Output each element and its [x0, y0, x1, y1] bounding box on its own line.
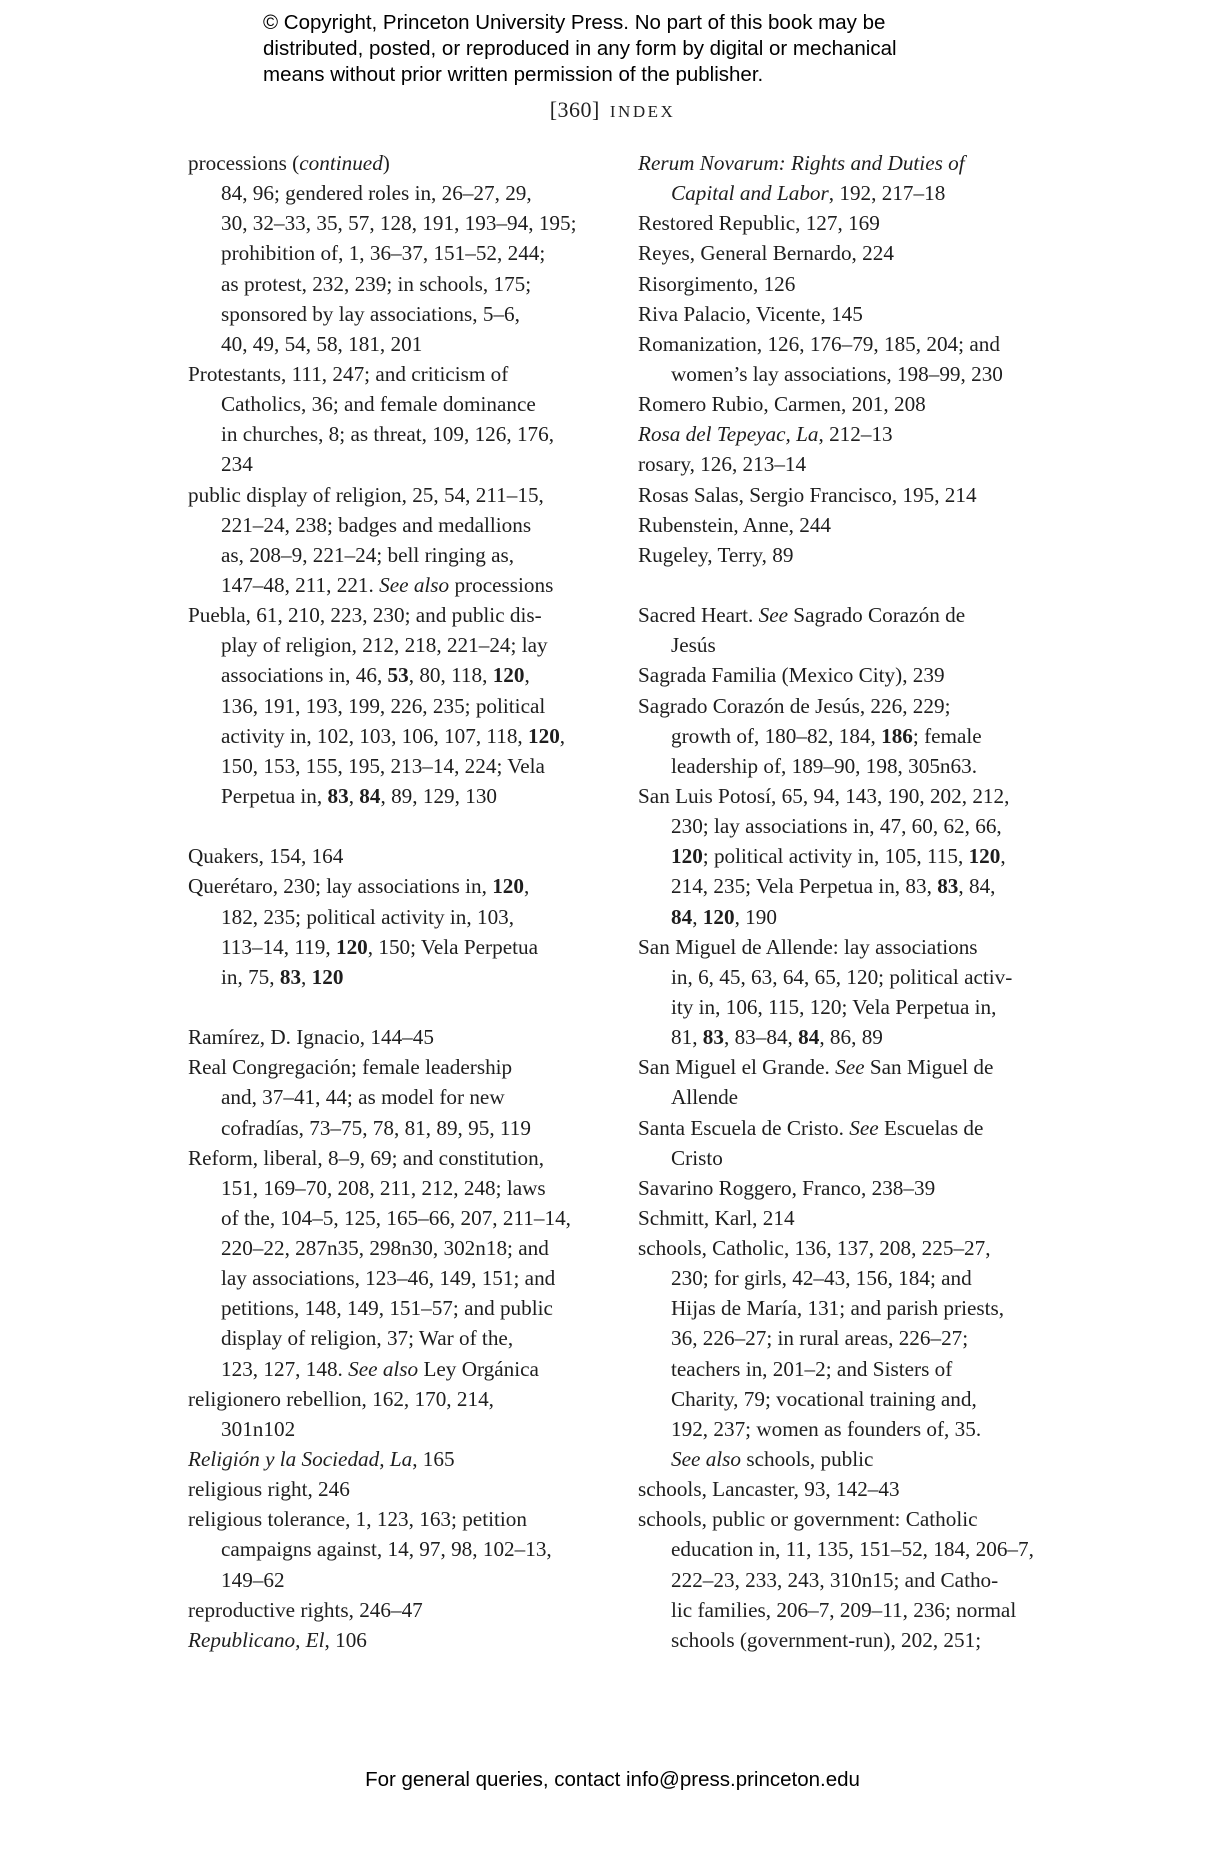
index-text-run: , 165: [412, 1447, 455, 1472]
index-line-continuation: [188, 419, 608, 449]
index-text-run: Allende: [671, 1085, 739, 1110]
index-text-run: See also: [348, 1356, 419, 1381]
index-line-continuation: [188, 1203, 608, 1233]
index-line-continuation: [188, 1293, 608, 1323]
index-text-run: schools (government-run), 202, 251;: [671, 1627, 982, 1652]
index-text-run: Real Congregación; female leadership: [188, 1055, 513, 1080]
index-text-run: San Luis Potosí, 65, 94, 143, 190, 202, 212,: [638, 783, 1010, 808]
index-line-continuation: [188, 510, 608, 540]
index-entry: [638, 1474, 1058, 1504]
index-column-left: [188, 148, 608, 1655]
index-entry: [188, 1143, 608, 1173]
index-text-run: Charity, 79; vocational training and,: [671, 1386, 977, 1411]
index-line-continuation: [638, 1323, 1058, 1353]
index-text-run: Quakers, 154, 164: [188, 844, 344, 869]
index-text-run: play of religion, 212, 218, 221–24; lay: [221, 633, 548, 658]
footer-contact: For general queries, contact info@press.princeton.edu: [365, 1768, 860, 1791]
index-entry: [638, 1052, 1058, 1082]
index-text-run: Religión y la Sociedad, La: [188, 1447, 413, 1472]
index-text-run: 40, 49, 54, 58, 181, 201: [221, 331, 423, 356]
index-text-run: 30, 32–33, 35, 57, 128, 191, 193–94, 195;: [221, 211, 577, 236]
index-text-run: San Miguel de: [864, 1055, 994, 1080]
index-line-continuation: [638, 359, 1058, 389]
index-text-run: ): [382, 151, 390, 175]
index-entry: [188, 1384, 608, 1414]
index-text-run: as, 208–9, 221–24; bell ringing as,: [221, 542, 515, 567]
index-line-continuation: [188, 1414, 608, 1444]
index-entry: [188, 1052, 608, 1082]
index-text-run: See also: [671, 1447, 742, 1472]
index-line-continuation: [638, 1082, 1058, 1112]
index-entry: [638, 269, 1058, 299]
index-text-run: 83: [327, 783, 349, 808]
index-entry: [188, 1444, 608, 1474]
index-text-run: ,: [523, 874, 530, 899]
index-text-run: Riva Palacio, Vicente, 145: [638, 301, 863, 326]
index-text-run: 84: [671, 904, 693, 929]
index-line-continuation: [188, 932, 608, 962]
section-title: INDEX: [609, 102, 676, 121]
index-line-continuation: [638, 751, 1058, 781]
index-text-run: continued: [299, 151, 383, 175]
copyright-line: © Copyright, Princeton University Press. No part of this book may be: [263, 11, 886, 34]
index-text-run: public display of religion, 25, 54, 211–15,: [188, 482, 544, 507]
index-text-run: San Miguel de Allende: lay associations: [638, 934, 978, 959]
index-text-run: 81,: [671, 1025, 703, 1050]
index-text-run: Capital and Labor: [671, 181, 829, 206]
index-text-run: schools, Catholic, 136, 137, 208, 225–27,: [638, 1236, 991, 1261]
index-text-run: 150, 153, 155, 195, 213–14, 224; Vela: [221, 753, 545, 778]
index-text-run: 120: [492, 663, 525, 688]
index-text-run: 149–62: [221, 1567, 285, 1592]
index-line-continuation: [638, 1444, 1058, 1474]
index-text-run: Republicano, El: [188, 1627, 325, 1652]
index-text-run: 120: [492, 874, 524, 899]
index-text-run: Sagrada Familia (Mexico City), 239: [638, 663, 945, 688]
index-entry: [638, 691, 1058, 721]
index-entry: [188, 1474, 608, 1504]
index-text-run: 186: [881, 723, 913, 748]
index-text-run: Sagrado Corazón de: [788, 603, 966, 628]
index-line-continuation: [188, 1113, 608, 1143]
index-line-continuation: [188, 329, 608, 359]
index-text-run: 136, 191, 193, 199, 226, 235; political: [221, 693, 546, 718]
index-line-continuation: [188, 691, 608, 721]
index-line-continuation: [188, 540, 608, 570]
index-text-run: ,: [301, 964, 312, 989]
index-text-run: prohibition of, 1, 36–37, 151–52, 244;: [221, 241, 546, 266]
index-text-run: , 192, 217–18: [828, 181, 946, 206]
index-text-run: Reyes, General Bernardo, 224: [638, 241, 894, 266]
copyright-line: means without prior written permission of the publisher.: [263, 63, 764, 86]
copyright-line: distributed, posted, or reproduced in any form by digital or mechanical: [263, 37, 897, 60]
index-text-run: Santa Escuela de Cristo.: [638, 1115, 850, 1140]
index-text-run: lay associations, 123–46, 149, 151; and: [221, 1266, 556, 1291]
index-entry: [638, 510, 1058, 540]
index-text-run: 221–24, 238; badges and medallions: [221, 512, 532, 537]
index-line-continuation: [188, 751, 608, 781]
index-text-run: sponsored by lay associations, 5–6,: [221, 301, 520, 326]
index-text-run: Restored Republic, 127, 169: [638, 211, 880, 236]
index-line-continuation: [638, 1414, 1058, 1444]
index-text-run: religious tolerance, 1, 123, 163; petition: [188, 1507, 527, 1532]
index-text-run: 120: [528, 723, 560, 748]
index-text-run: 120: [335, 934, 368, 959]
index-text-run: schools, public: [741, 1447, 874, 1472]
index-text-run: 84: [798, 1025, 820, 1050]
index-line-continuation: [638, 178, 1058, 208]
index-text-run: in, 6, 45, 63, 64, 65, 120; political activ-: [671, 964, 1013, 989]
index-text-run: See: [835, 1055, 865, 1080]
index-line-continuation: [638, 841, 1058, 871]
index-text-run: San Miguel el Grande.: [638, 1055, 836, 1080]
index-line-continuation: [188, 781, 608, 811]
index-text-run: growth of, 180–82, 184,: [671, 723, 882, 748]
index-text-run: of the, 104–5, 125, 165–66, 207, 211–14,: [221, 1205, 571, 1230]
index-line-continuation: [188, 1323, 608, 1353]
index-entry: [638, 1113, 1058, 1143]
index-line-continuation: [638, 1143, 1058, 1173]
index-entry: [638, 540, 1058, 570]
index-text-run: Risorgimento, 126: [638, 271, 796, 296]
index-entry: [188, 1595, 608, 1625]
index-text-run: 53: [387, 663, 409, 688]
index-text-run: 83: [937, 874, 959, 899]
index-text-run: , 83–84,: [723, 1025, 799, 1050]
index-text-run: schools, public or government: Catholic: [638, 1507, 978, 1532]
index-entry: [188, 480, 608, 510]
index-text-run: ,: [348, 783, 360, 808]
index-line-continuation: [188, 1173, 608, 1203]
index-text-run: , 190: [734, 904, 777, 929]
index-text-run: lic families, 206–7, 209–11, 236; normal: [671, 1597, 1017, 1622]
index-text-run: Reform, liberal, 8–9, 69; and constitution,: [188, 1145, 545, 1170]
index-line-continuation: [188, 299, 608, 329]
index-column-right: [638, 148, 1058, 1655]
index-text-run: Rosas Salas, Sergio Francisco, 195, 214: [638, 482, 977, 507]
index-text-run: Romanization, 126, 176–79, 185, 204; and: [638, 331, 1000, 356]
index-entry: [638, 389, 1058, 419]
index-text-run: 83: [702, 1025, 724, 1050]
index-text-run: Ley Orgánica: [418, 1356, 539, 1381]
index-entry: [638, 932, 1058, 962]
index-text-run: as protest, 232, 239; in schools, 175;: [221, 271, 532, 296]
index-text-run: ity in, 106, 115, 120; Vela Perpetua in,: [671, 994, 997, 1019]
index-text-run: in churches, 8; as threat, 109, 126, 176,: [221, 422, 555, 447]
index-text-run: See also: [379, 572, 450, 597]
index-line-continuation: [638, 962, 1058, 992]
index-text-run: 192, 237; women as founders of, 35.: [671, 1416, 982, 1441]
index-text-run: Rosa del Tepeyac, La: [638, 422, 819, 447]
index-entry: [188, 841, 608, 871]
index-text-run: Sacred Heart.: [638, 603, 759, 628]
index-line-continuation: [638, 992, 1058, 1022]
index-text-run: ,: [1000, 844, 1006, 869]
index-text-run: , 84,: [958, 874, 996, 899]
index-line-continuation: [188, 178, 608, 208]
index-entry: [638, 329, 1058, 359]
index-line-continuation: [638, 1384, 1058, 1414]
index-text-run: and, 37–41, 44; as model for new: [221, 1085, 505, 1110]
index-line-continuation: [188, 1263, 608, 1293]
index-text-run: , 89, 129, 130: [380, 783, 497, 808]
index-text-run: 220–22, 287n35, 298n30, 302n18; and: [221, 1236, 549, 1261]
index-line-continuation: [188, 389, 608, 419]
index-text-run: See: [849, 1115, 879, 1140]
index-entry: [638, 449, 1058, 479]
index-text-run: Perpetua in,: [221, 783, 328, 808]
index-text-run: 230; lay associations in, 47, 60, 62, 66,: [671, 814, 1002, 839]
index-text-run: 147–48, 211, 221.: [221, 572, 380, 597]
index-text-run: 222–23, 233, 243, 310n15; and Catho-: [671, 1567, 999, 1592]
index-text-run: See: [758, 603, 788, 628]
letter-group-gap: [188, 811, 608, 841]
index-text-run: Ramírez, D. Ignacio, 144–45: [188, 1025, 434, 1050]
index-entry: [638, 600, 1058, 630]
index-text-run: (: [292, 151, 300, 175]
index-entry: [188, 1022, 608, 1052]
index-entry: [638, 660, 1058, 690]
index-text-run: , 86, 89: [819, 1025, 883, 1050]
index-text-run: display of religion, 37; War of the,: [221, 1326, 514, 1351]
index-entry: [188, 1504, 608, 1534]
index-text-run: Schmitt, Karl, 214: [638, 1205, 795, 1230]
index-text-run: Cristo: [671, 1145, 723, 1170]
index-text-run: ; female: [912, 723, 982, 748]
index-text-run: 84: [359, 783, 381, 808]
index-line-continuation: [188, 1233, 608, 1263]
index-line-continuation: [638, 630, 1058, 660]
index-text-run: processions: [188, 151, 293, 175]
index-line-continuation: [188, 1565, 608, 1595]
index-text-run: leadership of, 189–90, 198, 305n63.: [671, 753, 977, 778]
index-text-run: 301n102: [221, 1416, 296, 1441]
index-line-continuation: [188, 721, 608, 751]
index-line-continuation: [188, 1354, 608, 1384]
index-text-run: education in, 11, 135, 151–52, 184, 206–7,: [671, 1537, 1034, 1562]
index-entry: [188, 1625, 608, 1655]
index-text-run: associations in, 46,: [221, 663, 388, 688]
index-line-continuation: [188, 1082, 608, 1112]
index-line-continuation: [188, 1534, 608, 1564]
index-text-run: petitions, 148, 149, 151–57; and public: [221, 1296, 553, 1321]
index-text-run: ,: [524, 663, 530, 688]
letter-group-gap: [188, 992, 608, 1022]
index-line-continuation: [638, 902, 1058, 932]
index-text-run: Jesús: [671, 633, 716, 658]
index-entry: [188, 148, 608, 178]
index-line-continuation: [638, 1595, 1058, 1625]
index-text-run: 120: [702, 904, 735, 929]
index-text-run: , 150; Vela Perpetua: [367, 934, 538, 959]
index-text-run: in, 75,: [221, 964, 280, 989]
index-line-continuation: [638, 811, 1058, 841]
index-text-run: ; political activity in, 105, 115,: [702, 844, 969, 869]
running-head: [0, 97, 1225, 123]
index-text-run: women’s lay associations, 198–99, 230: [671, 361, 1003, 386]
index-text-run: 234: [221, 452, 253, 477]
index-entry: [638, 238, 1058, 268]
index-text-run: ,: [559, 723, 566, 748]
copyright-notice: [263, 10, 1023, 88]
index-entry: [638, 1233, 1058, 1263]
index-text-run: Puebla, 61, 210, 223, 230; and public dis-: [188, 603, 542, 628]
index-text-run: 120: [968, 844, 1001, 869]
index-text-run: religionero rebellion, 162, 170, 214,: [188, 1386, 494, 1411]
index-text-run: Rubenstein, Anne, 244: [638, 512, 832, 537]
index-text-run: reproductive rights, 246–47: [188, 1597, 423, 1622]
index-entry: [188, 600, 608, 630]
index-text-run: Savarino Roggero, Franco, 238–39: [638, 1175, 936, 1200]
index-text-run: religious right, 246: [188, 1477, 350, 1502]
index-text-run: Querétaro, 230; lay associations in,: [188, 874, 493, 899]
index-text-run: activity in, 102, 103, 106, 107, 118,: [221, 723, 529, 748]
index-line-continuation: [188, 238, 608, 268]
index-text-run: 151, 169–70, 208, 211, 212, 248; laws: [221, 1175, 546, 1200]
index-text-run: 84, 96; gendered roles in, 26–27, 29,: [221, 181, 532, 206]
index-text-run: ,: [692, 904, 703, 929]
index-entry: [638, 1203, 1058, 1233]
index-entry: [188, 871, 608, 901]
index-line-continuation: [188, 660, 608, 690]
index-text-run: rosary, 126, 213–14: [638, 452, 807, 477]
index-text-run: Sagrado Corazón de Jesús, 226, 229;: [638, 693, 951, 718]
index-line-continuation: [188, 962, 608, 992]
index-text-run: , 80, 118,: [408, 663, 493, 688]
index-line-continuation: [638, 871, 1058, 901]
index-line-continuation: [638, 1293, 1058, 1323]
index-text-run: 123, 127, 148.: [221, 1356, 349, 1381]
index-line-continuation: [638, 1354, 1058, 1384]
index-text-run: 120: [671, 844, 703, 869]
page-number: [360]: [549, 97, 600, 122]
index-line-continuation: [188, 630, 608, 660]
index-line-continuation: [638, 1022, 1058, 1052]
index-text-run: Rerum Novarum: Rights and Duties of: [638, 151, 965, 175]
index-line-continuation: [638, 1263, 1058, 1293]
index-entry: [638, 419, 1058, 449]
index-entry: [638, 781, 1058, 811]
index-line-continuation: [188, 570, 608, 600]
index-text-run: processions: [449, 572, 554, 597]
index-line-continuation: [638, 721, 1058, 751]
index-entry: [638, 299, 1058, 329]
index-text-run: Romero Rubio, Carmen, 201, 208: [638, 392, 926, 417]
index-text-run: 182, 235; political activity in, 103,: [221, 904, 515, 929]
index-entry: [188, 359, 608, 389]
index-text-run: Rugeley, Terry, 89: [638, 542, 794, 567]
index-text-run: 230; for girls, 42–43, 156, 184; and: [671, 1266, 972, 1291]
index-text-run: Escuelas de: [878, 1115, 984, 1140]
index-text-run: Catholics, 36; and female dominance: [221, 392, 536, 417]
index-line-continuation: [188, 269, 608, 299]
index-text-run: campaigns against, 14, 97, 98, 102–13,: [221, 1537, 552, 1562]
index-text-run: teachers in, 201–2; and Sisters of: [671, 1356, 953, 1381]
index-entry: [638, 208, 1058, 238]
index-entry: [638, 480, 1058, 510]
index-text-run: 120: [311, 964, 344, 989]
letter-group-gap: [638, 570, 1058, 600]
index-line-continuation: [638, 1534, 1058, 1564]
index-text-run: Hijas de María, 131; and parish priests,: [671, 1296, 1005, 1321]
index-text-run: cofradías, 73–75, 78, 81, 89, 95, 119: [221, 1115, 531, 1140]
index-text-run: 36, 226–27; in rural areas, 226–27;: [671, 1326, 969, 1351]
index-text-run: , 212–13: [818, 422, 893, 447]
index-text-run: , 106: [324, 1627, 367, 1652]
index-entry: [638, 1173, 1058, 1203]
index-entry: [638, 148, 1058, 178]
index-line-continuation: [638, 1565, 1058, 1595]
index-text-run: 214, 235; Vela Perpetua in, 83,: [671, 874, 938, 899]
index-line-continuation: [188, 902, 608, 932]
index-line-continuation: [188, 449, 608, 479]
index-text-run: Protestants, 111, 247; and criticism of: [188, 361, 509, 386]
index-text-run: 113–14, 119,: [221, 934, 336, 959]
index-text-run: 83: [279, 964, 302, 989]
index-line-continuation: [638, 1625, 1058, 1655]
index-entry: [638, 1504, 1058, 1534]
index-text-run: schools, Lancaster, 93, 142–43: [638, 1477, 900, 1502]
index-line-continuation: [188, 208, 608, 238]
